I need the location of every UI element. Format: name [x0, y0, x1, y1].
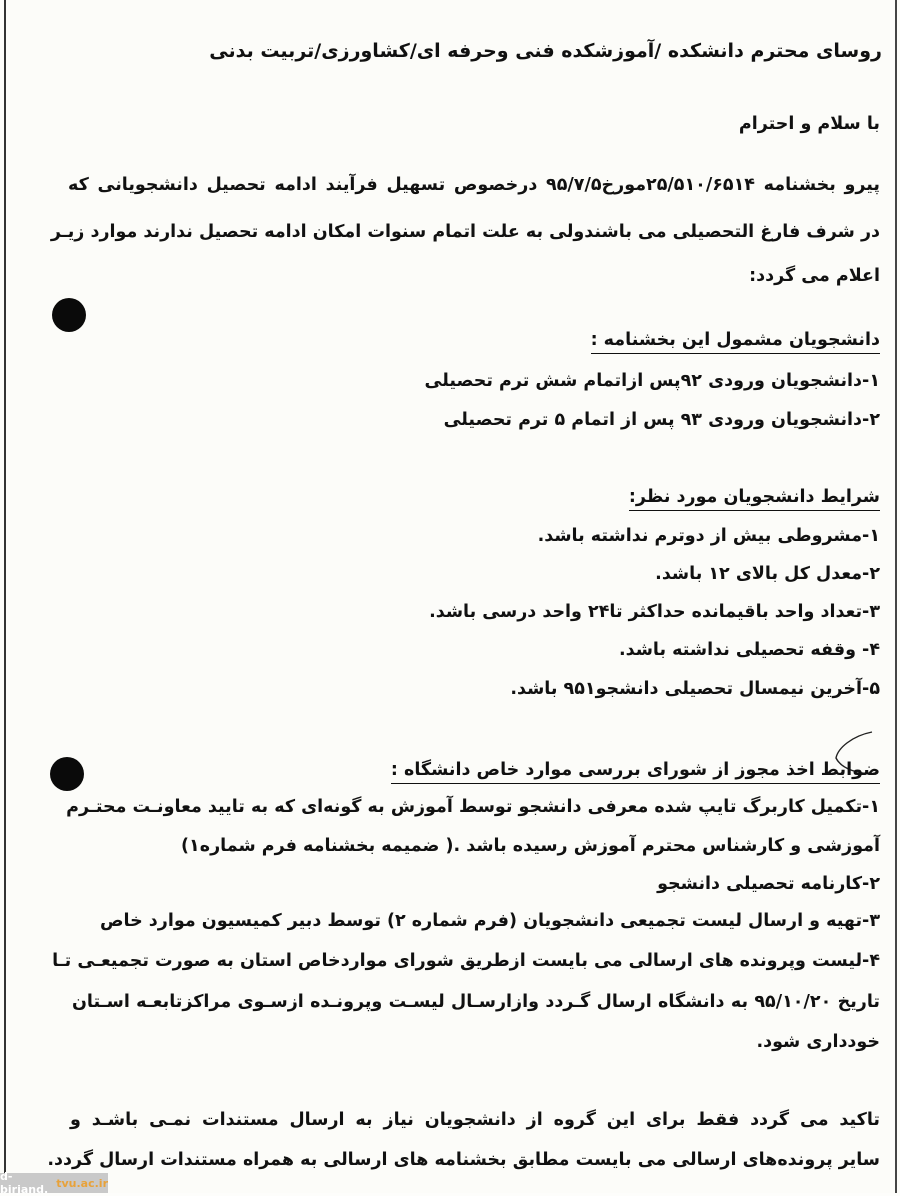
section1-heading: دانشجویان مشمول این بخشنامه :: [591, 332, 880, 354]
section3-line-7: خودداری شود.: [756, 1032, 880, 1052]
section3-heading: ضوابط اخذ مجوز از شورای بررسی موارد خاص دانشگاه :: [391, 762, 880, 784]
section3-line-3: ۲-کارنامه تحصیلی دانشجو: [657, 874, 880, 894]
section2-heading: شرایط دانشجویان مورد نظر:: [629, 489, 880, 511]
section3-line-4: ۳-تهیه و ارسال لیست تجمیعی دانشجویان (فرم شماره ۲) توسط دبیر کمیسیون موارد خاص: [99, 911, 880, 931]
section2-item-1: ۱-مشروطی بیش از دوترم نداشته باشد.: [537, 526, 880, 546]
section3-line-6: تاریخ ۹۵/۱۰/۲۰ به دانشگاه ارسال گـردد وازارسـال لیسـت وپرونـده ازسـوی مراکزتابعـه اسـتان: [72, 992, 880, 1012]
document-title: روسای محترم دانشکده /آموزشکده فنی وحرفه ای/کشاورزی/تربیت بدنی: [209, 40, 882, 62]
intro-line-3: اعلام می گردد:: [749, 266, 880, 286]
section2-item-2: ۲-معدل کل بالای ۱۲ باشد.: [655, 564, 880, 584]
section1-item-2: ۲-دانشجویان ورودی ۹۳ پس از اتمام ۵ ترم تحصیلی: [443, 410, 880, 430]
watermark-prefix: d-birjand.: [0, 1170, 49, 1196]
punch-hole-bottom: [50, 757, 84, 791]
greeting: با سلام و احترام: [738, 114, 880, 134]
section2-item-5: ۵-آخرین نیمسال تحصیلی دانشجو۹۵۱ باشد.: [510, 679, 880, 699]
section2-item-3: ۳-تعداد واحد باقیمانده حداکثر تا۲۴ واحد درسی باشد.: [429, 602, 880, 622]
section1-item-1: ۱-دانشجویان ورودی ۹۲پس ازاتمام شش ترم تحصیلی: [424, 371, 880, 391]
punch-hole-top: [52, 298, 86, 332]
closing-line-1: تاکید می گردد فقط برای این گروه از دانشجویان نیاز به ارسال مستندات نمـی باشـد و: [70, 1110, 880, 1130]
section3-line-2: آموزشی و کارشناس محترم آموزش رسیده باشد .( ضمیمه بخشنامه فرم شماره۱): [181, 836, 880, 856]
intro-line-1: پیرو بخشنامه ۲۵/۵۱۰/۶۵۱۴مورخ۹۵/۷/۵ درخصوص تسهیل فرآیند ادامه تحصیل دانشجویانی که: [68, 175, 880, 195]
section3-line-5: ۴-لیست وپرونده های ارسالی می بایست ازطریق شورای مواردخاص استان به صورت تجمیعـی تـا: [52, 951, 880, 971]
scan-edge-right: [895, 0, 897, 1193]
section2-item-4: ۴- وقفه تحصیلی نداشته باشد.: [618, 640, 880, 660]
watermark-badge: [0, 1170, 108, 1196]
scan-edge-left: [4, 0, 6, 1193]
watermark-domain: tvu.ac.ir: [56, 1176, 108, 1190]
intro-line-2: در شرف فارغ التحصیلی می باشندولی به علت اتمام سنوات امکان ادامه تحصیل ندارند موارد زیـر: [50, 222, 880, 242]
closing-line-2: سایر پرونده‌های ارسالی می بایست مطابق بخشنامه های ارسالی به همراه مستندات ارسال گردد.: [47, 1150, 880, 1170]
section3-line-1: ۱-تکمیل کاربرگ تایپ شده معرفی دانشجو توسط آموزش به گونه‌ای که به تایید معاونـت محتـرم: [66, 797, 880, 817]
